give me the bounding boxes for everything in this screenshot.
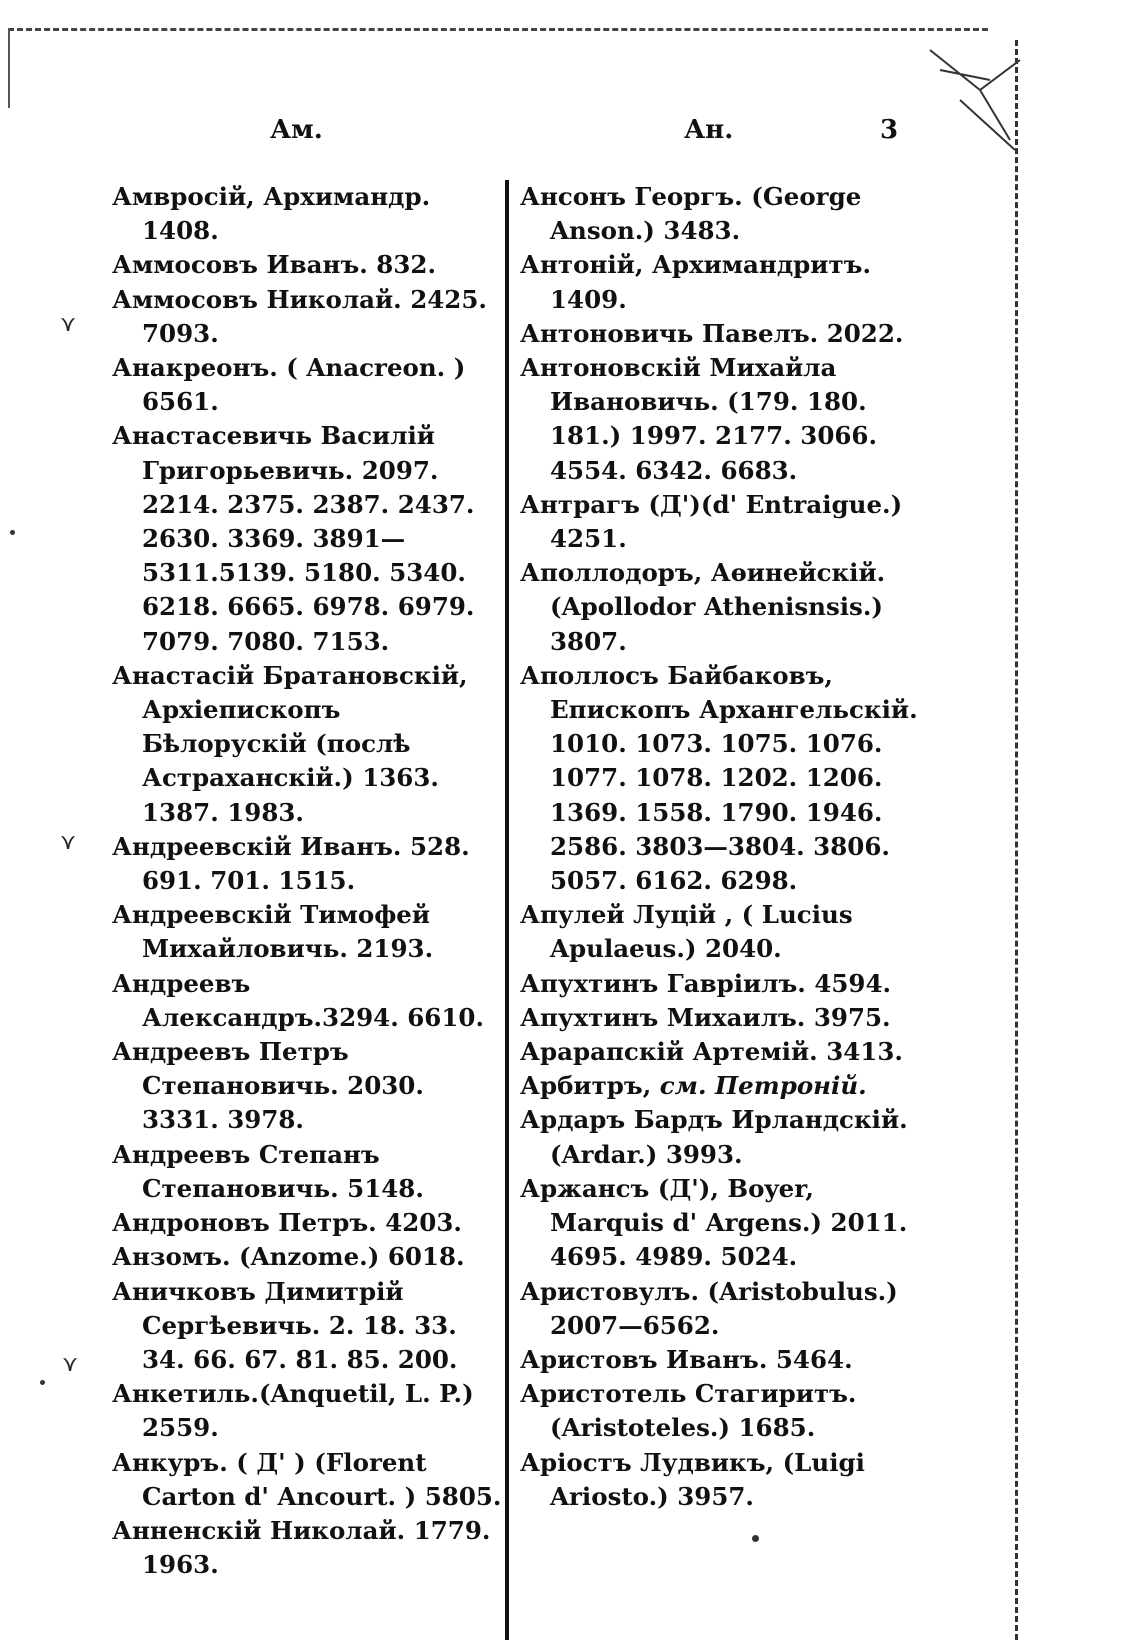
header-right: Ан.	[684, 115, 734, 145]
margin-mark: ⋎	[60, 312, 77, 337]
index-entry: Андреевъ Петръ Степановичь. 2030. 3331. 3978.	[112, 1037, 424, 1135]
index-entry: Аммосовъ Иванъ. 832.	[112, 250, 436, 280]
margin-mark: ⋎	[60, 830, 77, 855]
index-entry: Аммосовъ Николай. 2425. 7093.	[112, 284, 487, 348]
index-entry: Анкетиль.(Anquetil, L. P.) 2559.	[112, 1379, 474, 1443]
page-number: 3	[880, 115, 899, 145]
index-entry: Амвросій, Архимандр. 1408.	[112, 182, 431, 246]
index-entry: Андреевъ Степанъ Степановичь. 5148.	[112, 1139, 424, 1203]
index-entry: Арбитръ, см. Петроній.	[520, 1071, 867, 1101]
index-entry: Анненскій Николай. 1779. 1963.	[112, 1515, 491, 1580]
index-entry: Ардаръ Бардъ Ирландскій. (Ardar.) 3993.	[520, 1105, 908, 1169]
right-column	[520, 180, 920, 1514]
page-border-top	[8, 28, 988, 31]
column-divider	[505, 180, 509, 1640]
index-entry: Арарапскій Артемій. 3413.	[520, 1037, 903, 1067]
index-entry: Аничковъ Димитрій Сергѣевичь. 2. 18. 33. 34. 66. 67. 81. 85. 200.	[112, 1276, 458, 1374]
index-entry: Антрагъ (Д')(d' Entraigue.) 4251.	[520, 489, 903, 554]
index-entry: Аполлосъ Байбаковъ, Епископъ Архангельскій. 1010. 1073. 1075. 1076. 1077. 1078. 1202. 1206. 1369. 1558. 1790. 1946. 2586. 3803—3804. 3806. 5057. 6162. 6298.	[520, 660, 918, 896]
index-entry: Аристотель Стагиритъ. (Aristoteles.) 1685.	[520, 1379, 857, 1443]
index-entry: Ансонъ Георгъ. (George Anson.) 3483.	[520, 182, 862, 246]
index-entry: Апухтинъ Михаилъ. 3975.	[520, 1002, 891, 1032]
index-entry: Андреевъ Александръ.3294. 6610.	[112, 968, 484, 1032]
index-entry: Анзомъ. (Anzome.) 6018.	[112, 1242, 465, 1272]
index-entry: Анастасій Братановскій, Архіепископъ Бѣлорускій (послѣ Астраханскій.) 1363. 1387. 1983.	[112, 660, 468, 827]
margin-dot	[40, 1380, 45, 1385]
margin-dot	[10, 530, 15, 535]
index-entry: Анастасевичь Василій Григорьевичь. 2097. 2214. 2375. 2387. 2437. 2630. 3369. 3891—5311.5139. 5180. 5340. 6218. 6665. 6978. 6979. 7079. 7080. 7153.	[112, 421, 475, 656]
index-entry: Аполлодоръ, Аѳинейскій. (Apollodor Athenisnsis.) 3807.	[520, 558, 886, 656]
index-entry: Антоновичь Павелъ. 2022.	[520, 318, 904, 348]
index-entry: Анакреонъ. ( Anacreon. ) 6561.	[112, 353, 466, 417]
index-entry: Антоновскій Михайла Ивановичь. (179. 180. 181.) 1997. 2177. 3066. 4554. 6342. 6683.	[520, 353, 878, 485]
page-border-left	[8, 28, 10, 108]
page-border-right	[1015, 40, 1018, 1640]
ink-dot	[752, 1535, 759, 1542]
index-entry: Аристовъ Иванъ. 5464.	[520, 1344, 853, 1374]
index-entry: Анкуръ. ( Д' ) (Florent Carton d' Ancourt. ) 5805.	[112, 1447, 502, 1511]
margin-mark: ⋎	[62, 1352, 79, 1377]
index-entry: Андроновъ Петръ. 4203.	[112, 1208, 462, 1238]
header-left: Ам.	[270, 115, 323, 145]
left-column	[112, 180, 502, 1582]
index-entry: Апухтинъ Гаврiилъ. 4594.	[520, 968, 892, 998]
index-entry: Аристовулъ. (Aristobulus.) 2007—6562.	[520, 1276, 898, 1340]
index-entry: Андреевскій Тимофей Михайловичь. 2193.	[112, 900, 434, 964]
index-entry: Апулей Луцій , ( Lucius Apulaeus.) 2040.	[520, 900, 853, 964]
index-entry: Андреевскій Иванъ. 528. 691. 701. 1515.	[112, 831, 470, 896]
index-entry: Аріостъ Лудвикъ, (Luigi Ariosto.) 3957.	[520, 1447, 865, 1511]
index-entry: Аржансъ (Д'), Boyer, Marquis d' Argens.) 2011. 4695. 4989. 5024.	[520, 1173, 908, 1272]
index-entry: Антоній, Архимандритъ. 1409.	[520, 250, 871, 314]
corner-scribble-mark	[920, 40, 1030, 160]
